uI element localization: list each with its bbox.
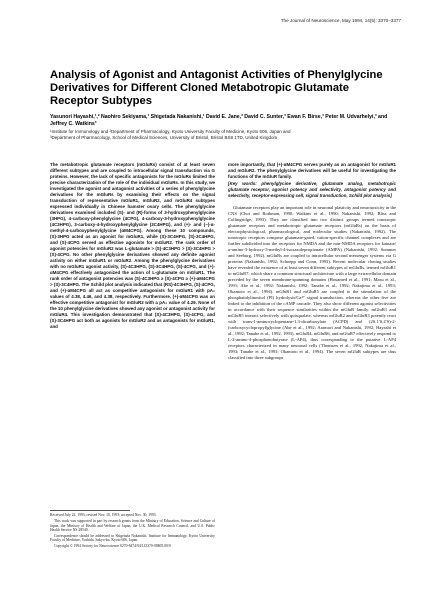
affiliation-line: ¹Institute for Immunology and ²Department of Pharmacology, Kyoto University Faculty of Medicine, Kyoto 606, Japan and xyxy=(50,129,291,134)
footnote-received: Received July 22, 1993; revised Nov. 10, 1993; accepted Nov. 30, 1993. xyxy=(50,513,157,517)
footnotes xyxy=(50,513,215,549)
footnote-copyright: Copyright © 1994 Society for Neuroscience 0270-6474/94/143370-08$05.00/0 xyxy=(54,543,171,548)
abstract-left-column: The metabotropic glutamate receptors (mGluRs) consist of at least seven different subtypes and are coupled to intracellular signal transduction via G proteins. However, the lack of specific antagonists for the mGluRs limited the precise characterization of the role of the individual mGluRs. In this study, we investigated the agonist and antagonist activities of a series of phenylglycine derivatives for the mGluRs by examining their effects on the signal transduction of representative mGluR1, mGluR2, and mGluR4 subtypes expressed individually in Chinese hamster ovary cells. The phenylglycine derivatives examined included (S)- and (R)-forms of 3-hydroxyphenylglycine (3HPG), 4-carboxy-phenylglycine (4CPG), 4-carboxy-3-hydroxyphenylglycine (4C3HPG), 3-carboxy-4-hydroxyphenylglycine (3C4HPG), and (+)- and (−)-α-methyl-4-carboxyphenylglycine (αM4CPG). Among these 10 compounds, (S)-3HPG acted as an agonist for mGluR1, while (S)-3C4HPG, (S)-3C4HPG, and (S)-4CPG served as effective agonists for mGluR2. The rank order of agonist potencies for mGluR2 was L-glutamate > (S)-4C3HPG > (S)-3C4HPG > (S)-4CPG. No other phenylglycine derivatives showed any definite agonist activity on either mGluR1 or mGluR2. Among the phenylglycine derivatives with no mGluR1 agonist activity, (S)-4C3HPG, (S)-3C4HPG, (S)-4CPG, and (+)-αM4CPG effectively antagonized the action of L-glutamate on mGluR1. The rank order of antagonist potencies was (S)-4C3HPG ≥ (S)-4CPG ≥ (+)-αM4CPG > (S)-3C4HPG. The Schild plot analysis indicated that (RS)-4C3HPG, (S)-4CPG, and (+)-αM4CPG all act as competitive antagonists for mGluR1 with pA₂ values of 4.38, 4.46, and 4.38, respectively. Furthermore, (+)-αM4CPG was an effective competitive antagonist for mGluR2 with a pA₂ value of 4.29. None of the 10 phenylglycine derivatives showed any agonist or antagonist activity for mGluR4. This investigation demonstrated that (S)-4C3HPG, (S)-4CPG, and (S)-3C4HPG act both as agonists for mGluR2 and as antagonists for mGluR1, and xyxy=(50,162,215,330)
article-title: Analysis of Agonist and Antagonist Activities of Phenylglycine Derivatives for Different Cloned Metabotropic Glutamate Receptor Subtypes xyxy=(50,69,383,108)
running-head: The Journal of Neuroscience, May 1994, 14(5): 3370–3377 xyxy=(280,18,401,23)
footnote-rule xyxy=(50,510,130,511)
keywords: [Key words: phenylglycine derivative, glutamate analog, metabotropic glutamate receptor, agonist potency and selectivity, antagonist potency and selectivity, receptor-expressing cell, signal transduction, Schild plot analysis] xyxy=(228,181,396,199)
introduction-paragraph: Glutamate receptors play an important role in neuronal plasticity and neurotoxicity in the CNS (Choi and Rothman, 1990; Watkins et al., 1990; Nakanishi, 1992; Bliss and Collingridge, 1993). They are classified into two distinct groups termed ionotropic glutamate receptors and metabotropic glutamate receptors (mGluRs) on the basis of electrophysiological, pharmacological, and molecular studies (Nakanishi, 1992). The ionotropic receptors comprise glutamate-gated, cation-specific channel complexes and are further subdivided into the receptors for NMDA and the non-NMDA receptors for kainate/α-amino-3-hydroxy-5-methyl-4-isoxazolepropionate (AMPA) (Nakanishi, 1992; Sommer and Seeburg, 1992). mGluRs are coupled to intracellular second messenger systems via G proteins (Nakanishi, 1992; Schoepp and Conn, 1993). Recent molecular cloning studies have revealed the existence of at least seven different subtypes of mGluRs, termed mGluR1 to mGluR7, which share a common structural architecture with a large extracellular domain preceded by the seven membrane-spanning domains (Houamed et al., 1991; Masu et al., 1991; Abe et al., 1992; Nakanishi, 1992; Tanabe et al., 1992; Nakajima et al., 1993; Okamoto et al., 1994). mGluR1 and mGluR5 are coupled to the stimulation of the phosphatidylinositol (PI) hydrolysis/Ca²⁺ signal transduction, whereas the other five are linked to the inhibition of the cAMP cascade. They also show different agonist selectivities in accordance with their sequence similarities within the mGluR family. mGluR1 and mGluR5 interact selectively with quisqualate, whereas mGluR2 and mGluR3 potently react with trans-1-aminocyclopentane-1,3-dicarboxylate (ACPD) and (2S,1′S,2′S)-2-(carboxycyclopropyl)glycine (Abe et al., 1992; Aramori and Nakanishi, 1992; Hayashi et al., 1992; Tanabe et al., 1992, 1993). mGluR4, mGluR6, and mGluR7 effectively respond to L-2-amino-4-phosphonobutyrate (L-AP4), thus corresponding to the putative L-AP4 receptors characterized in many neuronal cells (Thomsen et al., 1992; Nakajima et al., 1993; Tanabe et al., 1993; Okamoto et al., 1994). The seven mGluR subtypes are thus classified into three subgroups xyxy=(228,205,396,361)
affiliations xyxy=(50,129,400,141)
author-list: Yasunori Hayashi,¹,² Naohiro Sekiyama,¹ Shigetada Nakanishi,¹ David E. Jane,³ David C. Sunter,³ Ewan F. Birse,³ Peter M. Udvarhelyi,³ and Jeffrey C. Watkins³ xyxy=(50,114,388,127)
footnote-correspondence: Correspondence should be addressed to Shigetada Nakanishi, Institute for Immunology, Kyoto University Faculty of Medicine, Yoshida, Sakyo-ku, Kyoto 606, Japan. xyxy=(50,533,215,543)
footnote-funding: This work was supported in part by research grants from the Ministry of Education, Science and Culture of Japan, the Ministry of Health and Welfare of Japan, the U.K. Medical Research Council, and U.S. Public Health Service NS 28540. xyxy=(50,518,215,533)
abstract-continuation: more importantly, that (+)-αM4CPG serves purely as an antagonist for mGluR1 and mGluR2. The phenylglycine derivatives will be useful for investigating the functions of the mGluR family. xyxy=(228,162,396,180)
right-column xyxy=(228,162,396,362)
affiliation-line: ³Department of Pharmacology, School of Medical Sciences, University of Bristol, Bristol BS8 1TD, United Kingdom xyxy=(50,135,278,141)
